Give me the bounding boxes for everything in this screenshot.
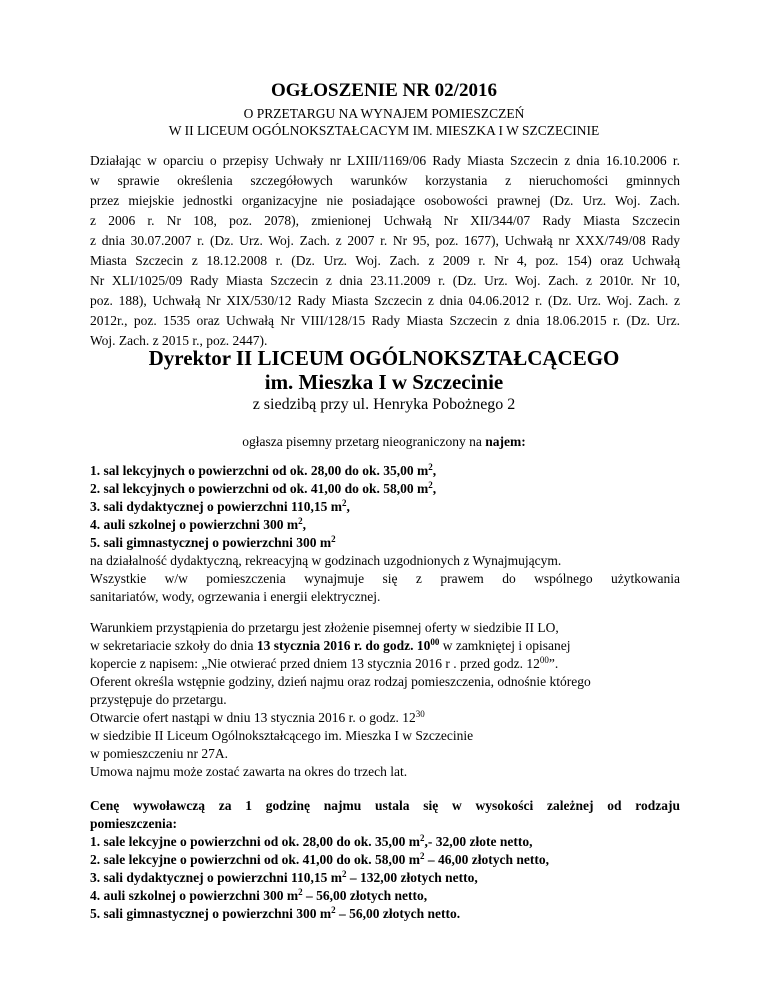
announcement-subtitle-school: W II LICEUM OGÓLNOKSZTAŁCACYM IM. MIESZKA I W SZCZECINIE	[168, 123, 600, 138]
conditions-line	[90, 709, 425, 727]
room-sup: 2	[342, 498, 347, 508]
room-text: 5. sali gimnastycznej o powierzchni 300 m	[90, 535, 332, 550]
conditions-line: przystępuje do przetargu.	[90, 692, 227, 707]
price-sup: 2	[420, 833, 425, 843]
announcement-title: OGŁOSZENIE NR 02/2016	[271, 80, 497, 101]
opening-text: Otwarcie ofert nastąpi w dniu 13 stycznia 2016 r. o godz. 12	[90, 710, 416, 725]
conditions-text: w sekretariacie szkoły do dnia	[90, 638, 257, 653]
price-intro-line: pomieszczenia:	[90, 816, 177, 831]
price-room: 3. sali dydaktycznej o powierzchni 110,15 m	[90, 870, 342, 885]
conditions-line: w siedzibie II Liceum Ogólnokształcącego im. Mieszka I w Szczecinie	[90, 728, 474, 743]
legal-basis-line: Działając w oparciu o przepisy Uchwały nr LXIII/1169/06 Rady Miasta Szczecin z dnia 16.10.2006 r.	[90, 153, 680, 168]
room-after: ,	[432, 481, 437, 496]
price-value: – 46,00 złotych netto,	[424, 852, 549, 867]
room-text: 3. sali dydaktycznej o powierzchni 110,15 m	[90, 499, 342, 514]
room-text: 1. sal lekcyjnych o powierzchni od ok. 28,00 do ok. 35,00 m	[90, 463, 429, 478]
room-sup: 2	[298, 516, 303, 526]
room-list-item	[90, 462, 436, 480]
room-list-item	[90, 480, 436, 498]
tender-announcement	[0, 433, 768, 451]
price-value: – 56,00 złotych netto.	[335, 906, 461, 921]
room-sup: 2	[428, 480, 433, 490]
price-sup: 2	[298, 887, 303, 897]
director-heading: Dyrektor II LICEUM OGÓLNOKSZTAŁCĄCEGO	[148, 346, 620, 370]
deadline-text: 13 stycznia 2016 r. do godz. 10	[256, 638, 431, 653]
price-value: – 56,00 złotych netto,	[302, 888, 428, 903]
price-value: ,- 32,00 złote netto,	[424, 834, 533, 849]
room-after: ,	[346, 499, 350, 514]
price-room: 2. sale lekcyjne o powierzchni od ok. 41,00 do ok. 58,00 m	[90, 852, 421, 867]
legal-basis-line: Nr XLI/1025/09 Rady Miasta Szczecin z dnia 23.11.2009 r. (Dz. Urz. Woj. Zach. z 2010r. Nr 10,	[90, 273, 680, 288]
price-intro-line: Cenę wywoławczą za 1 godzinę najmu ustala się w wysokości zależnej od rodzaju	[90, 798, 680, 813]
price-room: 1. sale lekcyjne o powierzchni od ok. 28,00 do ok. 35,00 m	[90, 834, 421, 849]
legal-basis-line: przez miejskie jednostki organizacyjne nie posiadające osobowości prawnej (Dz. Urz. Woj. Zach.	[90, 193, 680, 208]
conditions-line: Warunkiem przystąpienia do przetargu jest złożenie pisemnej oferty w siedzibie II LO,	[90, 620, 559, 635]
room-list-item	[90, 534, 336, 552]
price-sup: 2	[420, 851, 425, 861]
announcement-subtitle: O PRZETARGU NA WYNAJEM POMIESZCZEŃ	[243, 106, 525, 121]
price-room: 4. auli szkolnej o powierzchni 300 m	[90, 888, 299, 903]
price-list-item	[90, 833, 532, 851]
legal-basis-line: Woj. Zach. z 2015 r., poz. 2447).	[90, 333, 268, 348]
price-sup: 2	[342, 869, 347, 879]
room-after: ,	[432, 463, 437, 478]
tender-announcement-bold: najem:	[485, 434, 526, 449]
conditions-line	[90, 637, 571, 655]
price-list-item	[90, 887, 427, 905]
room-text: 2. sal lekcyjnych o powierzchni od ok. 41,00 do ok. 58,00 m	[90, 481, 429, 496]
price-room: 5. sali gimnastycznej o powierzchni 300 m	[90, 906, 332, 921]
school-name: im. Mieszka I w Szczecinie	[264, 370, 504, 394]
room-after: ,	[302, 517, 306, 532]
opening-minutes: 30	[415, 709, 425, 719]
conditions-line: Oferent określa wstępnie godziny, dzień najmu oraz rodzaj pomieszczenia, odnośnie którego	[90, 674, 591, 689]
legal-basis-line: poz. 188), Uchwałą Nr XIX/530/12 Rady Miasta Szczecin z dnia 04.06.2012 r. (Dz. Urz. Woj. Zach. z	[90, 293, 680, 308]
room-list-item	[90, 498, 350, 516]
conditions-text: w zamkniętej i opisanej	[439, 638, 571, 653]
legal-basis-line: z 2006 r. Nr 108, poz. 2078), zmienionej Uchwałą Nr XII/344/07 Rady Miasta Szczecin	[90, 213, 680, 228]
usage-line: sanitariatów, wody, ogrzewania i energii elektrycznej.	[90, 589, 381, 604]
price-list-item	[90, 869, 478, 887]
envelope-minutes: 00	[539, 655, 549, 665]
price-sup: 2	[331, 905, 336, 915]
conditions-line: w pomieszczeniu nr 27A.	[90, 746, 228, 761]
legal-basis-line: 2012r., poz. 1535 oraz Uchwałą Nr VIII/128/15 Rady Miasta Szczecin z dnia 18.06.2015 r. (Dz. Urz.	[90, 313, 680, 328]
envelope-text: kopercie z napisem: „Nie otwierać przed dniem 13 stycznia 2016 r . przed godz. 12	[90, 656, 540, 671]
school-address: z siedzibą przy ul. Henryka Pobożnego 2	[252, 396, 516, 413]
room-text: 4. auli szkolnej o powierzchni 300 m	[90, 517, 299, 532]
deadline-minutes: 00	[430, 637, 440, 647]
usage-line: Wszystkie w/w pomieszczenia wynajmuje się z prawem do wspólnego użytkowania	[90, 571, 680, 586]
legal-basis-line: Miasta Szczecin z 18.12.2008 r. (Dz. Urz. Woj. Zach. z 2009 r. Nr 4, poz. 154) oraz Uchwałą	[90, 253, 680, 268]
legal-basis-line: w sprawie określenia szczegółowych warunków korzystania z nieruchomości gminnych	[90, 173, 680, 188]
legal-basis-line: z dnia 30.07.2007 r. (Dz. Urz. Woj. Zach. z 2007 r. Nr 95, poz. 1677), Uchwałą nr XXX/749/08 Rady	[90, 233, 680, 248]
room-sup: 2	[331, 534, 336, 544]
tender-announcement-text: ogłasza pisemny przetarg nieograniczony na	[242, 434, 486, 449]
envelope-quote-end: ”.	[548, 656, 559, 671]
room-sup: 2	[428, 462, 433, 472]
usage-line: na działalność dydaktyczną, rekreacyjną w godzinach uzgodnionych z Wynajmującym.	[90, 553, 562, 568]
price-list-item	[90, 851, 549, 869]
price-list-item	[90, 905, 460, 923]
conditions-line	[90, 655, 558, 673]
conditions-line: Umowa najmu może zostać zawarta na okres do trzech lat.	[90, 764, 408, 779]
room-list-item	[90, 516, 306, 534]
price-value: – 132,00 złotych netto,	[346, 870, 478, 885]
